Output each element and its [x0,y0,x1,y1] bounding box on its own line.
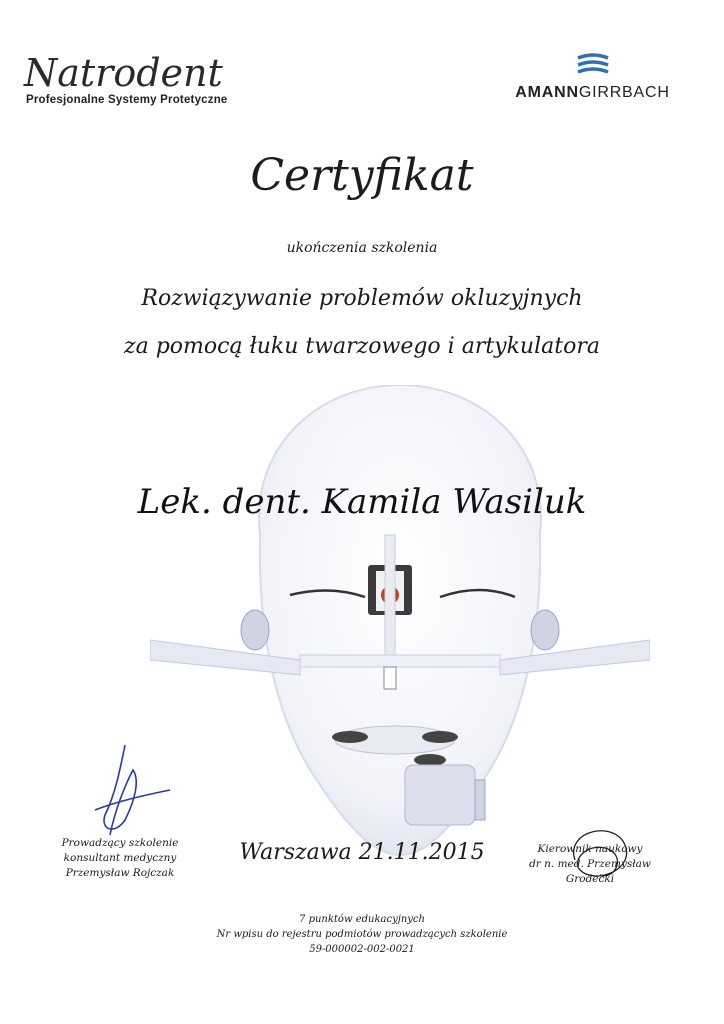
amann-bold: AMANN [515,84,579,101]
bite-fork-joint [405,765,475,825]
education-points: 7 punktów edukacyjnych [299,914,425,925]
amann-girrbach-logo [500,52,685,112]
face-silhouette [259,385,541,855]
registry-label: Nr wpisu do rejestru podmiotów prowadzących szkolenie [216,929,508,940]
left-signature-icon [85,740,175,850]
certificate-title: Certyfikat [250,150,474,201]
course-title-line-2: za pomocą łuku twarzowego i artykulatora [124,334,600,359]
left-signatory-role: Prowadzący szkolenie [61,837,179,849]
course-title-line-1: Rozwiązywanie problemów okluzyjnych [141,286,583,311]
right-signatory [505,842,675,887]
bow-bar [300,655,500,667]
girrbach-light: GIRRBACH [578,84,670,101]
face-bow-illustration [150,385,650,865]
certificate-footer [0,912,724,957]
left-signatory-name: Przemysław Rojczak [65,867,175,879]
registry-number: 59-000002-002-0021 [309,944,415,955]
natrodent-logo [22,50,292,110]
natrodent-tagline: Profesjonalne Systemy Protetyczne [26,94,228,106]
natrodent-wordmark [22,50,292,94]
certificate-subtitle: ukończenia szkolenia [286,240,438,256]
right-signatory-name: dr n. med. Przemysław Grodecki [529,858,651,885]
left-signatory-title: konsultant medyczny [63,852,177,864]
amann-girrbach-mark-icon [576,52,610,78]
right-signatory-role: Kierownik naukowy [537,843,643,855]
amann-girrbach-wordmark [500,84,685,102]
recipient-name: Lek. dent. Kamila Wasiluk [137,482,587,522]
place-and-date: Warszawa 21.11.2015 [239,840,485,865]
natrodent-wordmark-text: Natrodent [24,51,223,94]
